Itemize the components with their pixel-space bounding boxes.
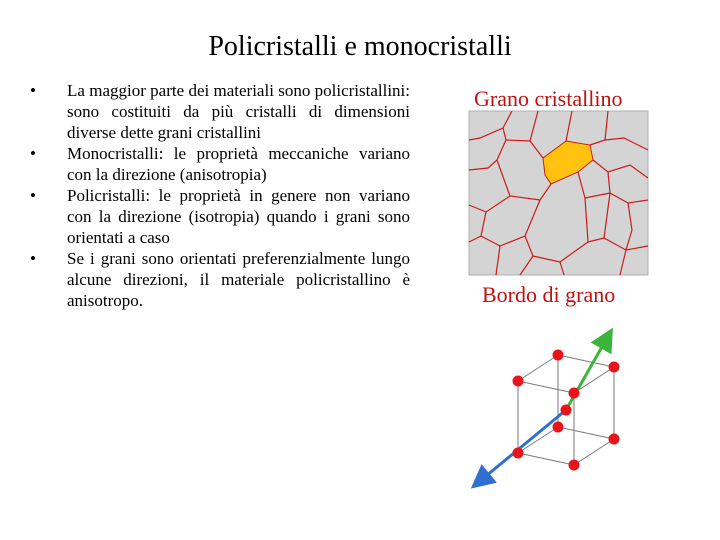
bullet-symbol: • — [30, 249, 36, 268]
bullet-symbol: • — [30, 144, 36, 163]
bullet-symbol: • — [30, 81, 36, 100]
bullet-text: La maggior parte dei materiali sono policristallini: sono costituiti da più cristalli di dimensioni diverse dette grani cristallini — [67, 81, 410, 142]
bullet-item — [30, 143, 410, 185]
direction-arrow-down — [480, 410, 566, 481]
slide-title: Policristalli e monocristalli — [208, 31, 512, 62]
bullet-item — [30, 80, 410, 143]
direction-arrow-up — [566, 338, 607, 410]
bullet-item — [30, 185, 410, 248]
cell-edges — [518, 355, 614, 465]
grain-boundaries — [469, 111, 648, 275]
grain-area — [469, 111, 648, 275]
grain-label: Grano cristallino — [474, 86, 623, 111]
bullet-text: Se i grani sono orientati preferenzialmente lungo alcune direzioni, il materiale policristallino è anisotropo. — [67, 249, 410, 310]
boundary-label: Bordo di grano — [482, 282, 616, 307]
bullet-symbol: • — [30, 186, 36, 205]
bullet-list — [30, 80, 410, 311]
bullet-text: Policristalli: le proprietà in genere non variano con la direzione (isotropia) quando i grani sono orientati a caso — [67, 186, 410, 247]
highlighted-grain — [543, 141, 593, 184]
lattice-atoms — [513, 350, 620, 471]
bullet-text: Monocristalli: le proprietà meccaniche variano con la direzione (anisotropia) — [67, 144, 410, 184]
bullet-item — [30, 248, 410, 311]
